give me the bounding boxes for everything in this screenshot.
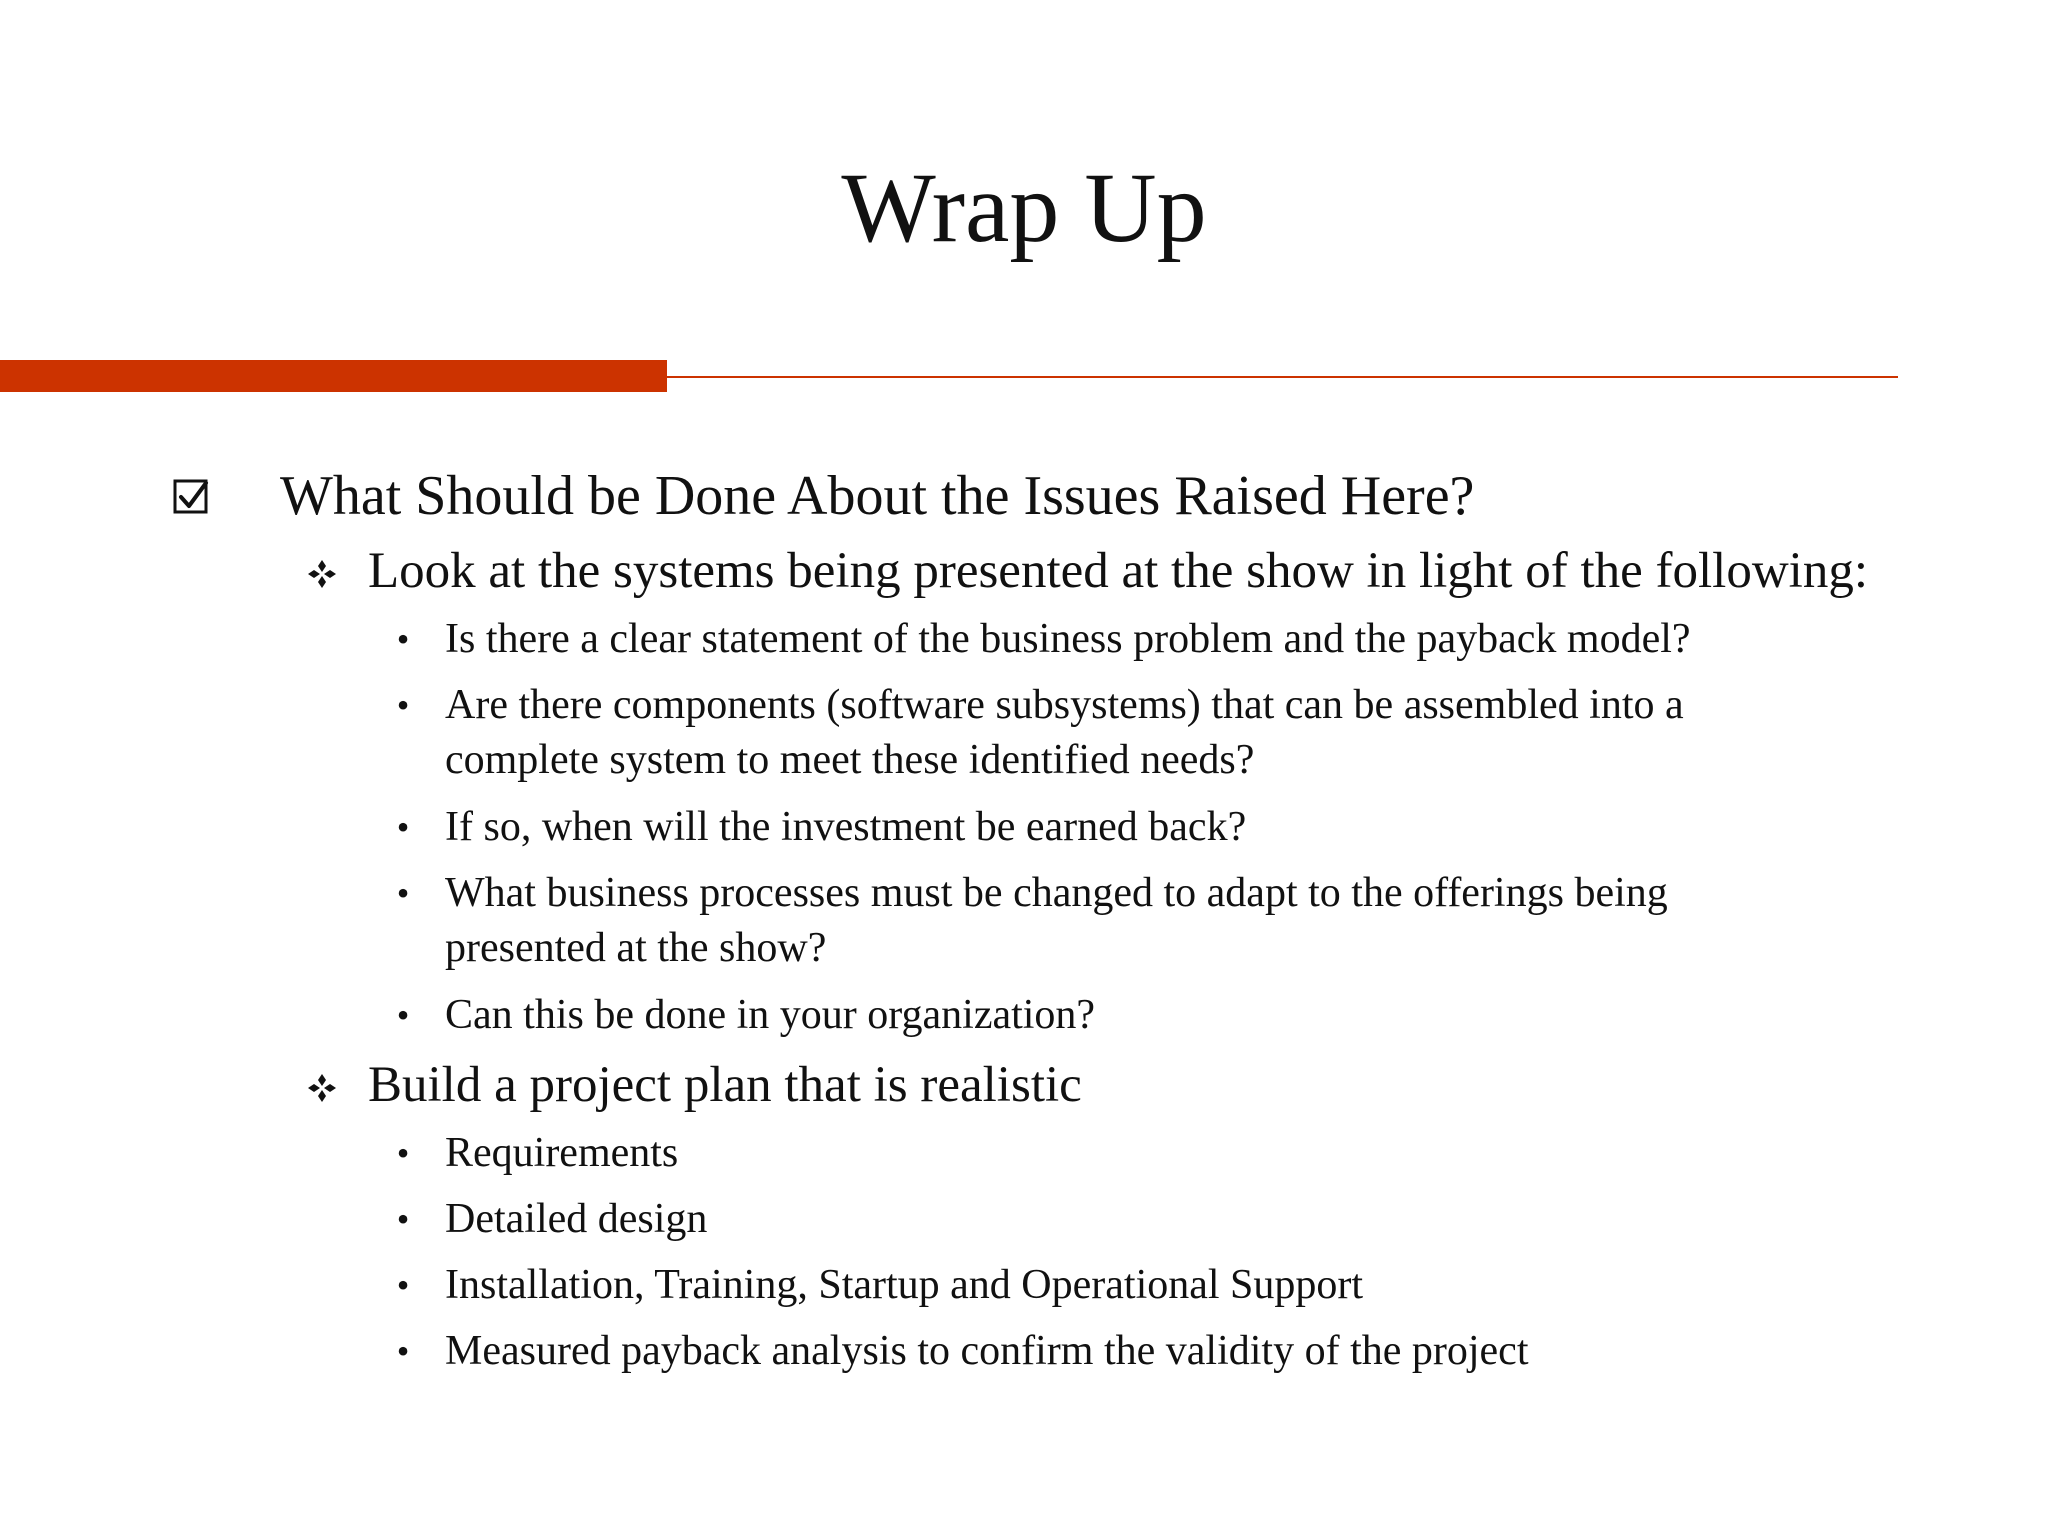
- bullet-dot: •: [396, 1133, 410, 1173]
- sub-bullet-text-continuation: presented at the show?: [445, 925, 827, 971]
- bullet-look-at-systems-text: Look at the systems being presented at the show in light of the following:: [368, 543, 1868, 599]
- title-accent-bar: [0, 360, 667, 392]
- bullet-dot: •: [396, 807, 410, 847]
- sub-bullet-text: Requirements: [445, 1130, 679, 1176]
- sub-bullet-text: Is there a clear statement of the business problem and the payback model?: [445, 616, 1691, 662]
- diamond-bullet-icon: [306, 1072, 338, 1104]
- sub-bullet-text: Can this be done in your organization?: [445, 992, 1096, 1038]
- bullet-dot: •: [396, 1265, 410, 1305]
- sub-bullet-text: Detailed design: [445, 1196, 708, 1242]
- sub-bullet-text: Installation, Training, Startup and Operational Support: [445, 1262, 1364, 1308]
- bullet-dot: •: [396, 995, 410, 1035]
- bullet-dot: •: [396, 873, 410, 913]
- sub-bullet-text: Are there components (software subsystems) that can be assembled into a: [445, 682, 1684, 728]
- title-rule-line: [667, 376, 1898, 378]
- bullet-dot: •: [396, 619, 410, 659]
- bullet-project-plan-text: Build a project plan that is realistic: [368, 1057, 1082, 1113]
- bullet-main-question-text: What Should be Done About the Issues Raised Here?: [280, 465, 1475, 527]
- checked-box-icon: [172, 478, 212, 518]
- bullet-dot: •: [396, 1199, 410, 1239]
- bullet-dot: •: [396, 1331, 410, 1371]
- diamond-bullet-icon: [306, 558, 338, 590]
- sub-bullet-text: If so, when will the investment be earned back?: [445, 804, 1247, 850]
- sub-bullet-text: What business processes must be changed to adapt to the offerings being: [445, 870, 1668, 916]
- slide-title: Wrap Up: [841, 152, 1207, 263]
- sub-bullet-text: Measured payback analysis to confirm the validity of the project: [445, 1328, 1529, 1374]
- bullet-dot: •: [396, 685, 410, 725]
- sub-bullet-text-continuation: complete system to meet these identified needs?: [445, 737, 1255, 783]
